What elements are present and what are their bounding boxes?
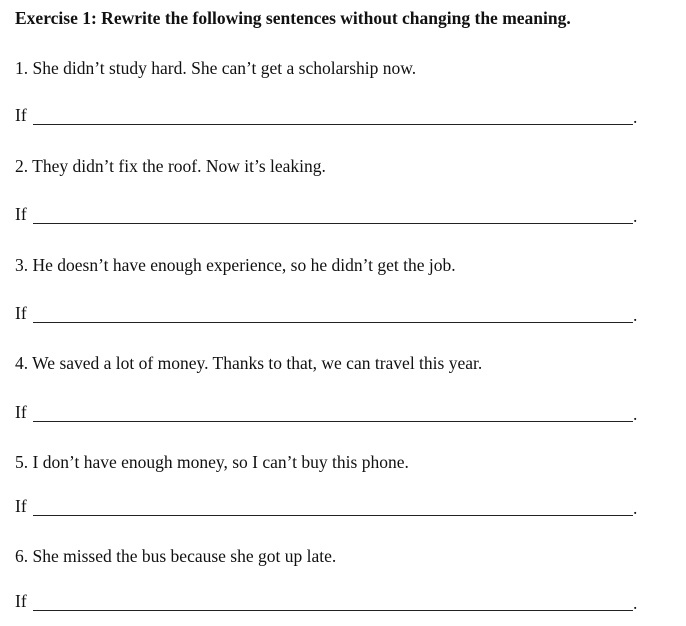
answer-prefix: If — [15, 204, 27, 224]
answer-period: . — [633, 593, 638, 613]
exercise-title: Exercise 1: Rewrite the following sentences without changing the meaning. — [15, 8, 571, 28]
answer-period: . — [633, 206, 638, 226]
answer-blank-5[interactable] — [33, 515, 633, 516]
answer-period: . — [633, 107, 638, 127]
sentence-4: 4. We saved a lot of money. Thanks to that, we can travel this year. — [15, 353, 483, 373]
answer-blank-4[interactable] — [33, 421, 633, 422]
answer-prefix: If — [15, 105, 27, 125]
sentence-2: 2. They didn’t fix the roof. Now it’s leaking. — [15, 156, 326, 176]
answer-blank-2[interactable] — [33, 223, 633, 224]
sentence-6: 6. She missed the bus because she got up late. — [15, 546, 337, 566]
answer-row-3 — [15, 303, 640, 327]
answer-period: . — [633, 498, 638, 518]
sentence-1: 1. She didn’t study hard. She can’t get a scholarship now. — [15, 58, 417, 78]
sentence-3: 3. He doesn’t have enough experience, so he didn’t get the job. — [15, 255, 456, 275]
answer-prefix: If — [15, 303, 27, 323]
answer-prefix: If — [15, 402, 27, 422]
answer-period: . — [633, 404, 638, 424]
answer-blank-3[interactable] — [33, 322, 633, 323]
answer-row-4 — [15, 402, 640, 426]
answer-prefix: If — [15, 496, 27, 516]
answer-row-6 — [15, 591, 640, 615]
answer-row-5 — [15, 496, 640, 520]
answer-blank-1[interactable] — [33, 124, 633, 125]
answer-period: . — [633, 305, 638, 325]
answer-row-2 — [15, 204, 640, 228]
answer-row-1 — [15, 105, 640, 129]
sentence-5: 5. I don’t have enough money, so I can’t buy this phone. — [15, 452, 409, 472]
answer-prefix: If — [15, 591, 27, 611]
answer-blank-6[interactable] — [33, 610, 633, 611]
